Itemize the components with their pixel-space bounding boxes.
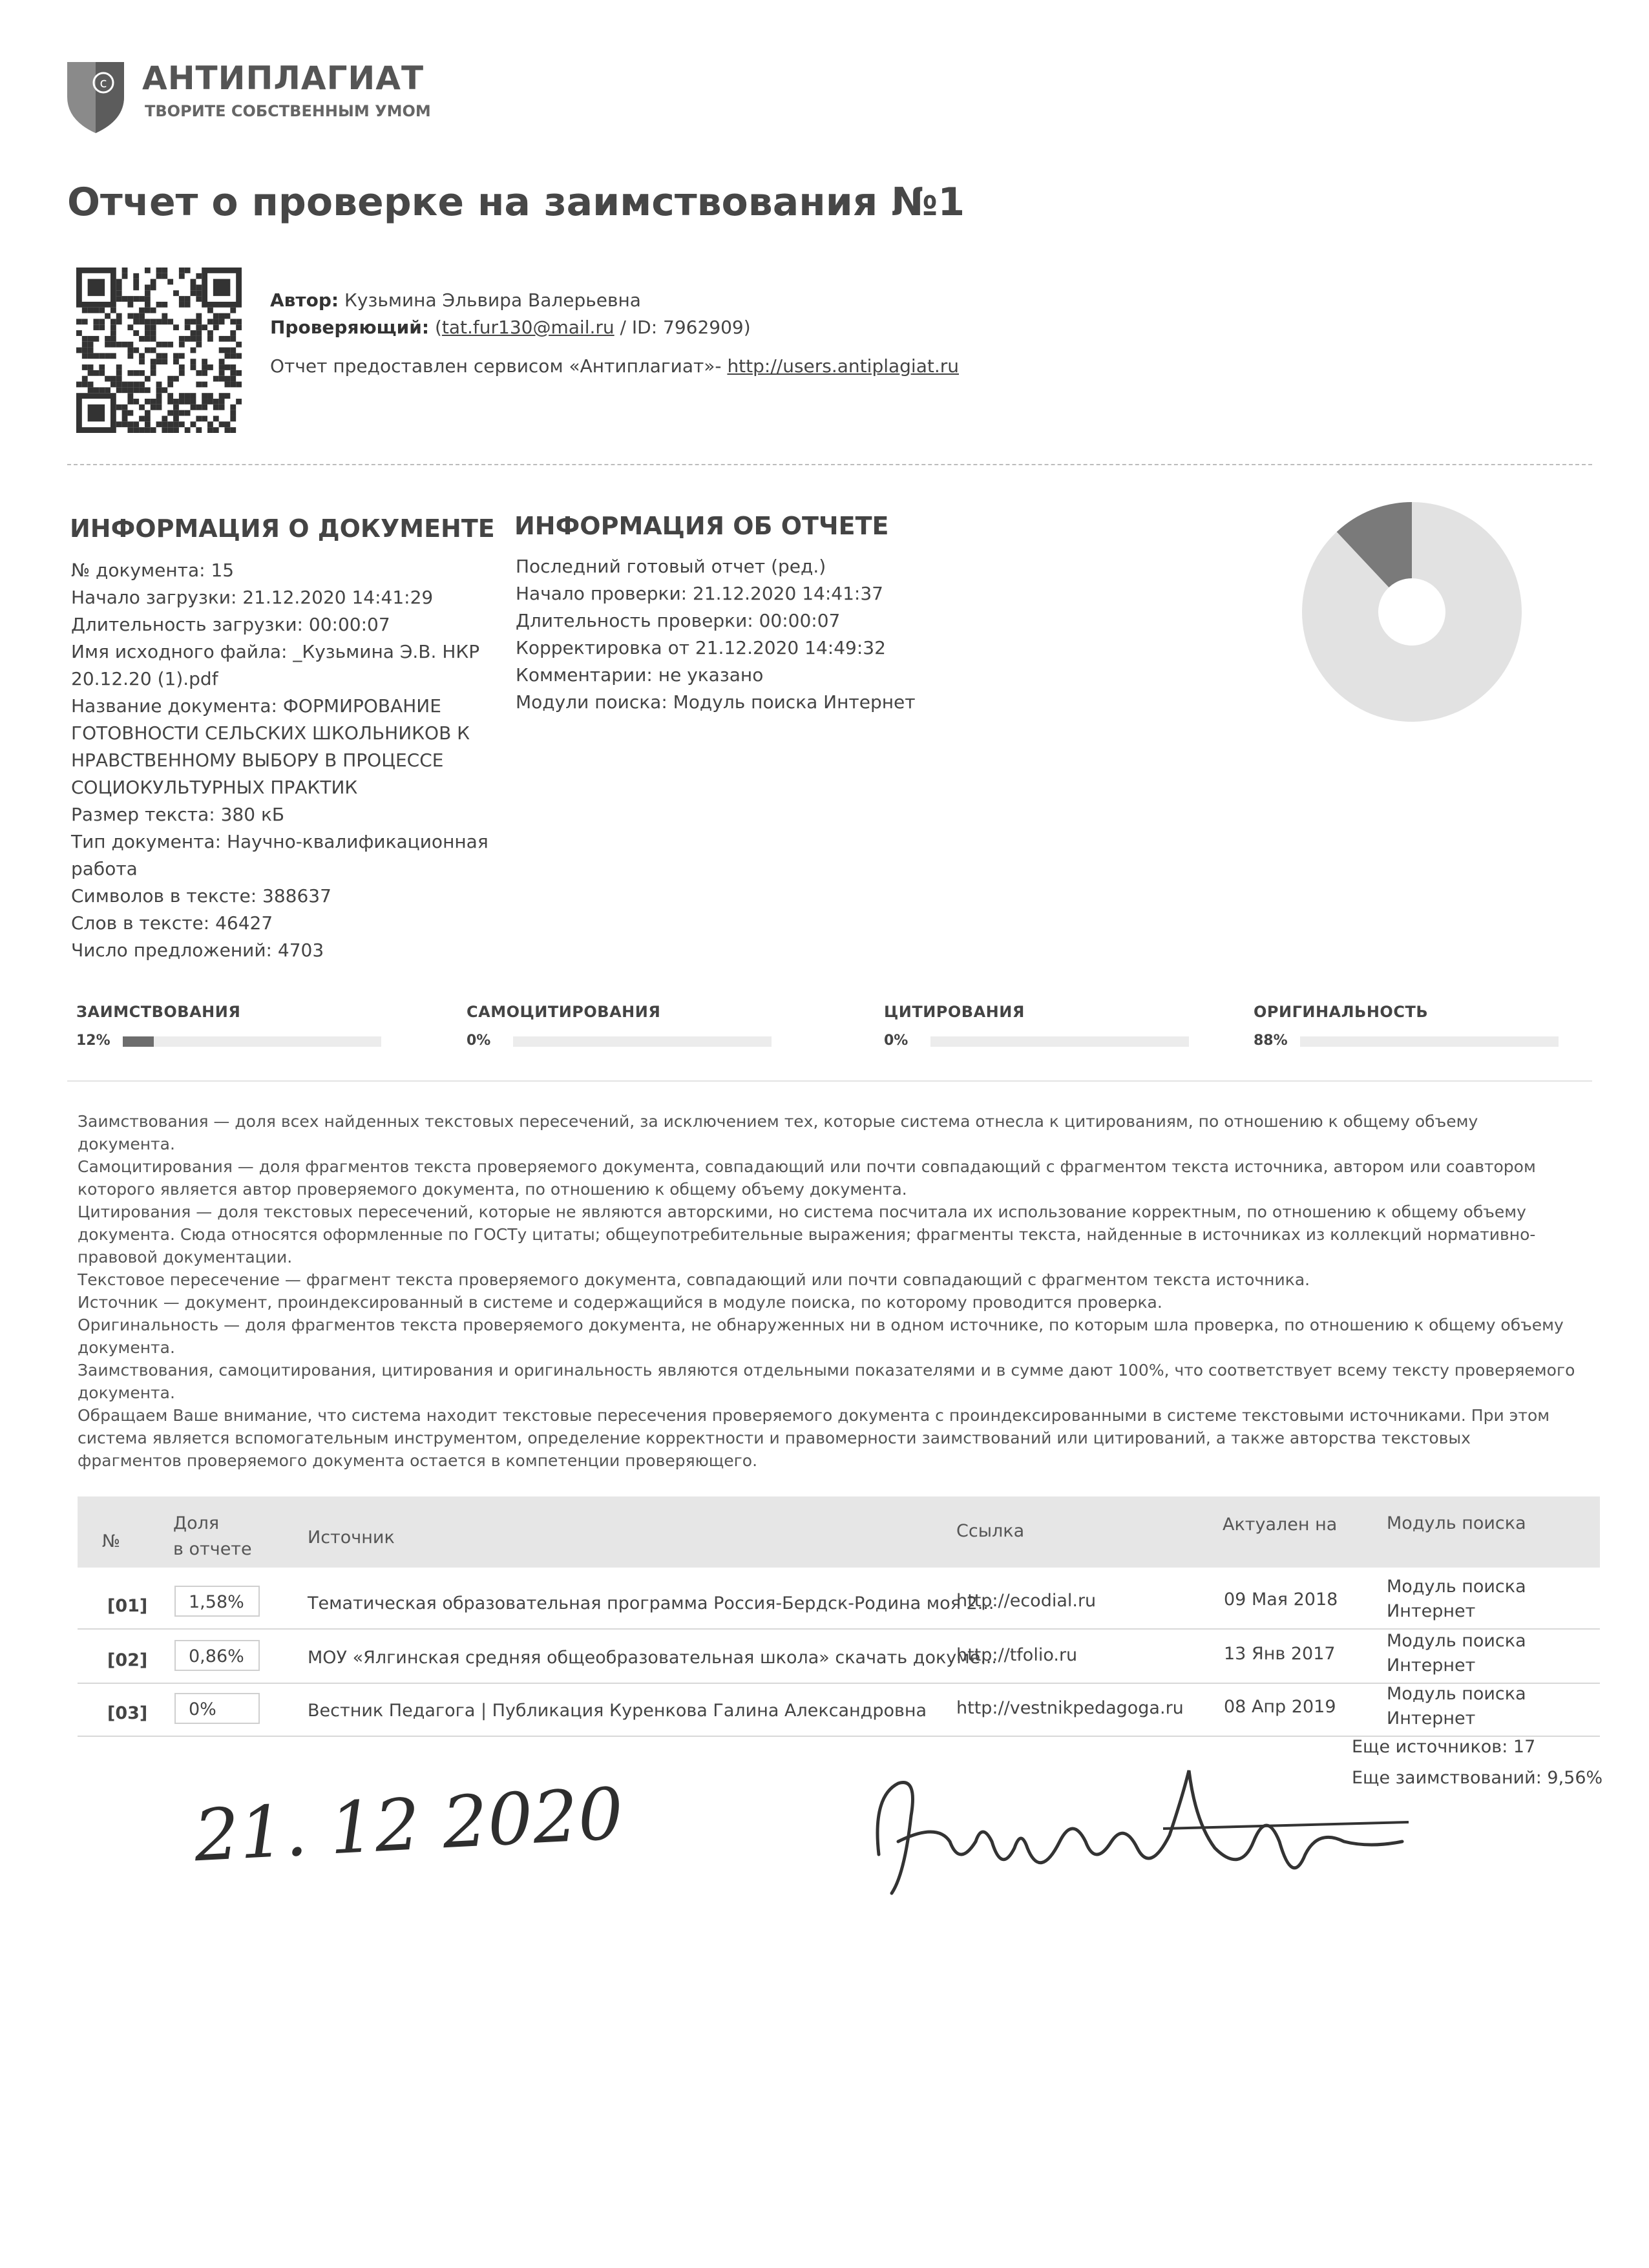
row-share-box: 1,58% bbox=[174, 1586, 260, 1617]
row-number: [02] bbox=[107, 1650, 148, 1670]
report-info-line: Последний готовый отчет (ред.) bbox=[516, 556, 826, 577]
antiplagiat-logo-shield-icon bbox=[65, 57, 127, 134]
stat-bar bbox=[123, 1036, 381, 1047]
doc-info-line: СОЦИОКУЛЬТУРНЫХ ПРАКТИК bbox=[71, 777, 358, 798]
th-share-1: Доля bbox=[173, 1513, 220, 1533]
stat-bar bbox=[513, 1036, 772, 1047]
sources-table-header bbox=[78, 1496, 1600, 1568]
doc-info-line: работа bbox=[71, 858, 138, 879]
doc-info-line: Слов в тексте: 46427 bbox=[71, 912, 273, 934]
doc-info-line: № документа: 15 bbox=[71, 560, 235, 581]
legend-paragraph: Заимствования, самоцитирования, цитирования и оригинальность являются отдельными показателями и в сумме дают 100%, что соответствует всему тексту проверяемого документа. bbox=[78, 1361, 1575, 1402]
report-title: Отчет о проверке на заимствования №1 bbox=[67, 180, 965, 225]
th-source: Источник bbox=[308, 1528, 395, 1548]
doc-info-line: ГОТОВНОСТИ СЕЛЬСКИХ ШКОЛЬНИКОВ К bbox=[71, 722, 470, 744]
service-url-link[interactable]: http://users.antiplagiat.ru bbox=[727, 355, 959, 377]
doc-info-line: Начало загрузки: 21.12.2020 14:41:29 bbox=[71, 587, 434, 608]
row-module-line2: Интернет bbox=[1387, 1601, 1476, 1621]
legend-paragraph: Цитирования — доля текстовых пересечений, которые не являются авторскими, но система посчитала их использование корректным, по отношению к общему объему документа. Сюда относятся оформленные по ГОСТу цитаты; общеупотребительные выражения; фрагменты текста, найденные в источниках из коллекций нормативно-правовой документации. bbox=[78, 1202, 1536, 1266]
report-info-list bbox=[516, 553, 916, 716]
th-date: Актуален на bbox=[1223, 1515, 1338, 1535]
row-source[interactable]: МОУ «Ялгинская средняя общеобразовательная школа» скачать докуме... bbox=[308, 1648, 998, 1668]
stat-label: САМОЦИТИРОВАНИЯ bbox=[467, 1003, 661, 1021]
doc-info-line: НРАВСТВЕННОМУ ВЫБОРУ В ПРОЦЕССЕ bbox=[71, 750, 444, 771]
row-link[interactable]: http://ecodial.ru bbox=[956, 1591, 1097, 1611]
row-source[interactable]: Тематическая образовательная программа Россия-Бердск-Родина моя 2... bbox=[308, 1593, 994, 1613]
row-number: [01] bbox=[107, 1596, 148, 1616]
row-link[interactable]: http://tfolio.ru bbox=[956, 1645, 1078, 1665]
author-name: Кузьмина Эльвира Валерьевна bbox=[344, 289, 641, 311]
checker-line: Проверяющий: (tat.fur130@mail.ru / ID: 7962909) bbox=[270, 317, 751, 338]
brand-tagline: ТВОРИТЕ СОБСТВЕННЫМ УМОМ bbox=[145, 102, 431, 120]
th-num: № bbox=[102, 1531, 121, 1551]
legend-paragraph: Оригинальность — доля фрагментов текста проверяемого документа, не обнаруженных ни в одном источнике, по которым шла проверка, по отношению к общему объему документа. bbox=[78, 1316, 1564, 1357]
report-info-line: Модули поиска: Модуль поиска Интернет bbox=[516, 691, 916, 713]
row-module-line1: Модуль поиска bbox=[1387, 1631, 1526, 1651]
doc-info-line: Имя исходного файла: _Кузьмина Э.В. НКР bbox=[71, 641, 480, 662]
handwritten-date: 21. 12 2020 bbox=[192, 1772, 625, 1878]
doc-info-line: Название документа: ФОРМИРОВАНИЕ bbox=[71, 695, 441, 717]
row-module-line2: Интернет bbox=[1387, 1708, 1476, 1728]
more-borrowings: Еще заимствований: 9,56% bbox=[1352, 1768, 1603, 1788]
author-line bbox=[270, 289, 641, 311]
doc-info-line: Размер текста: 380 кБ bbox=[71, 804, 285, 825]
report-info-line: Комментарии: не указано bbox=[516, 664, 764, 686]
doc-info-line: Символов в тексте: 388637 bbox=[71, 885, 331, 907]
stat-bar bbox=[1300, 1036, 1559, 1047]
service-line bbox=[270, 355, 959, 377]
row-number: [03] bbox=[107, 1703, 148, 1723]
qr-code-icon[interactable] bbox=[76, 268, 242, 433]
signature bbox=[853, 1745, 1422, 1913]
row-module-line1: Модуль поиска bbox=[1387, 1684, 1526, 1704]
stat-label: ЗАИМСТВОВАНИЯ bbox=[76, 1003, 241, 1021]
originality-pie-chart bbox=[1299, 499, 1525, 725]
checker-id: / ID: 7962909) bbox=[614, 317, 751, 338]
pie-slice-originality bbox=[1302, 502, 1522, 722]
th-share-2: в отчете bbox=[173, 1539, 252, 1559]
row-date: 09 Мая 2018 bbox=[1224, 1590, 1338, 1610]
definitions-legend bbox=[78, 1110, 1577, 1472]
svg-text:c: c bbox=[100, 75, 107, 90]
legend-paragraph: Источник — документ, проиндексированный в системе и содержащийся в модуле поиска, по которому проводится проверка. bbox=[78, 1293, 1162, 1312]
stat-label: ЦИТИРОВАНИЯ bbox=[884, 1003, 1025, 1021]
brand-name: АНТИПЛАГИАТ bbox=[142, 59, 425, 97]
header-divider bbox=[67, 464, 1592, 465]
th-module: Модуль поиска bbox=[1387, 1513, 1526, 1533]
stat-bar-fill bbox=[123, 1036, 154, 1047]
legend-paragraph: Текстовое пересечение — фрагмент текста проверяемого документа, совпадающий или почти совпадающий с фрагментом текста источника. bbox=[78, 1270, 1310, 1289]
stat-value: 88% bbox=[1254, 1033, 1288, 1049]
row-date: 08 Апр 2019 bbox=[1224, 1697, 1336, 1717]
doc-info-line: 20.12.20 (1).pdf bbox=[71, 668, 218, 689]
doc-info-list bbox=[71, 557, 488, 964]
legend-paragraph: Заимствования — доля всех найденных текстовых пересечений, за исключением тех, которые система отнесла к цитированиям, по отношению к общему объему документа. bbox=[78, 1112, 1478, 1153]
row-link[interactable]: http://vestnikpedagoga.ru bbox=[956, 1698, 1184, 1718]
stats-divider bbox=[67, 1080, 1592, 1082]
stat-value: 0% bbox=[467, 1033, 491, 1049]
checker-label: Проверяющий: bbox=[270, 317, 430, 338]
report-info-line: Длительность проверки: 00:00:07 bbox=[516, 610, 841, 631]
stat-value: 12% bbox=[76, 1033, 110, 1049]
stat-bar bbox=[930, 1036, 1189, 1047]
report-info-line: Начало проверки: 21.12.2020 14:41:37 bbox=[516, 583, 883, 604]
report-info-heading: ИНФОРМАЦИЯ ОБ ОТЧЕТЕ bbox=[514, 512, 889, 540]
stat-value: 0% bbox=[884, 1033, 909, 1049]
row-divider bbox=[78, 1628, 1600, 1630]
row-divider bbox=[78, 1683, 1600, 1684]
stat-label: ОРИГИНАЛЬНОСТЬ bbox=[1254, 1003, 1429, 1021]
doc-info-line: Тип документа: Научно-квалификационная bbox=[71, 831, 488, 852]
th-link: Ссылка bbox=[956, 1521, 1025, 1541]
doc-info-line: Длительность загрузки: 00:00:07 bbox=[71, 614, 390, 635]
doc-info-line: Число предложений: 4703 bbox=[71, 940, 324, 961]
row-share-box: 0% bbox=[174, 1693, 260, 1724]
row-module-line2: Интернет bbox=[1387, 1655, 1476, 1675]
checker-email-link[interactable]: tat.fur130@mail.ru bbox=[441, 317, 614, 338]
report-info-line: Корректировка от 21.12.2020 14:49:32 bbox=[516, 637, 886, 658]
row-module-line1: Модуль поиска bbox=[1387, 1577, 1526, 1597]
more-sources: Еще источников: 17 bbox=[1352, 1737, 1536, 1757]
row-share-box: 0,86% bbox=[174, 1640, 260, 1671]
row-source[interactable]: Вестник Педагога | Публикация Куренкова Галина Александровна bbox=[308, 1701, 927, 1721]
service-text: Отчет предоставлен сервисом «Антиплагиат»- bbox=[270, 355, 728, 377]
legend-paragraph: Самоцитирования — доля фрагментов текста проверяемого документа, совпадающий или почти совпадающий с фрагментом текста источника, автором или соавтором которого является автор проверяемого документа, по отношению к общему объему документа. bbox=[78, 1157, 1536, 1199]
legend-paragraph: Обращаем Ваше внимание, что система находит текстовые пересечения проверяемого документа с проиндексированными в системе текстовыми источниками. При этом система является вспомогательным инструментом, определение корректности и правомерности заимствований или цитирований, а также авторства текстовых фрагментов проверяемого документа остается в компетенции проверяющего. bbox=[78, 1406, 1550, 1470]
author-label: Автор: bbox=[270, 289, 339, 311]
doc-info-heading: ИНФОРМАЦИЯ О ДОКУМЕНТЕ bbox=[70, 514, 495, 543]
row-date: 13 Янв 2017 bbox=[1224, 1644, 1336, 1664]
